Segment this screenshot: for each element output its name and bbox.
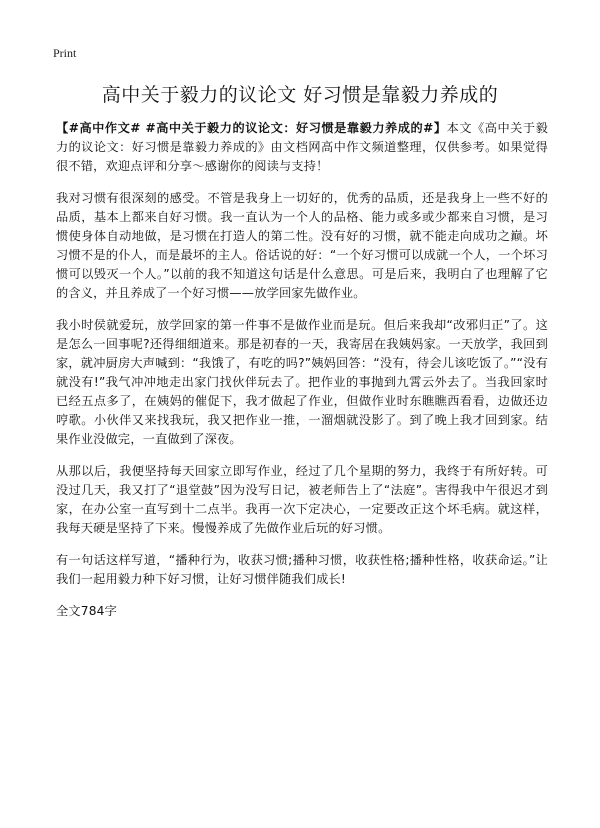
article-body (56, 119, 548, 621)
print-link[interactable]: Print (53, 46, 77, 60)
intro-text: 本文《高中关于毅力的议论文：好习惯是靠毅力养成的》由文档网高中作文频道整理，仅供参考。如果觉得很不错，欢迎点评和分享～感谢你的阅读与支持！ (56, 121, 548, 173)
body-paragraph-3: 从那以后，我便坚持每天回家立即写作业，经过了几个星期的努力，我终于有所好转。可没过几天，我又打了“退堂鼓”因为没写日记，被老师告上了“法庭”。害得我中午很迟才到家，在办公室一直写到十二点半。我再一次下定决心，一定要改正这个坏毛病。就这样，我每天硬是坚持了下来。慢慢养成了先做作业后玩的好习惯。 (56, 464, 548, 535)
intro-paragraph (56, 119, 548, 176)
body-paragraph-1: 我对习惯有很深刻的感受。不管是我身上一切好的，优秀的品质，还是我身上一些不好的品质，基本上都来自好习惯。我一直认为一个人的品格、能力或多或少都来自习惯，是习惯使身体自动地做，是习惯在打造人的第二性。没有好的习惯，就不能走向成功之巅。坏习惯不是的仆人，而是最坏的主人。俗话说的好：“一个好习惯可以成就一个人，一个坏习惯可以毁灭一个人。”以前的我不知道这句话是什么意思。可是后来，我明白了也理解了它的含义，并且养成了一个好习惯——放学回家先做作业。 (56, 191, 548, 300)
body-paragraph-4: 有一句话这样写道，“播种行为，收获习惯;播种习惯，收获性格;播种性格，收获命运。”让我们一起用毅力种下好习惯，让好习惯伴随我们成长! (56, 553, 548, 586)
body-paragraph-2: 我小时侯就爱玩，放学回家的第一件事不是做作业而是玩。但后来我却“改邪归正”了。这是怎么一回事呢?还得细细道来。那是初春的一天，我寄居在我姨妈家。一天放学，我回到家，就冲厨房大声喊到：“我饿了，有吃的吗?”姨妈回答：“没有，待会儿该吃饭了。”“没有就没有!”我气冲冲地走出家门找伙伴玩去了。把作业的事抛到九霄云外去了。当我回家时已经五点多了，在姨妈的催促下，我才做起了作业，但做作业时东瞧瞧西看看，边做还边哼歌。小伙伴又来找我玩，我又把作业一推，一溜烟就没影了。到了晚上我才回到家。结果作业没做完，一直做到了深夜。 (56, 318, 548, 446)
word-count: 全文784字 (56, 604, 118, 618)
page-title: 高中关于毅力的议论文 好习惯是靠毅力养成的 (101, 84, 499, 106)
intro-tags: 【#高中作文# #高中关于毅力的议论文：好习惯是靠毅力养成的#】 (56, 121, 447, 135)
